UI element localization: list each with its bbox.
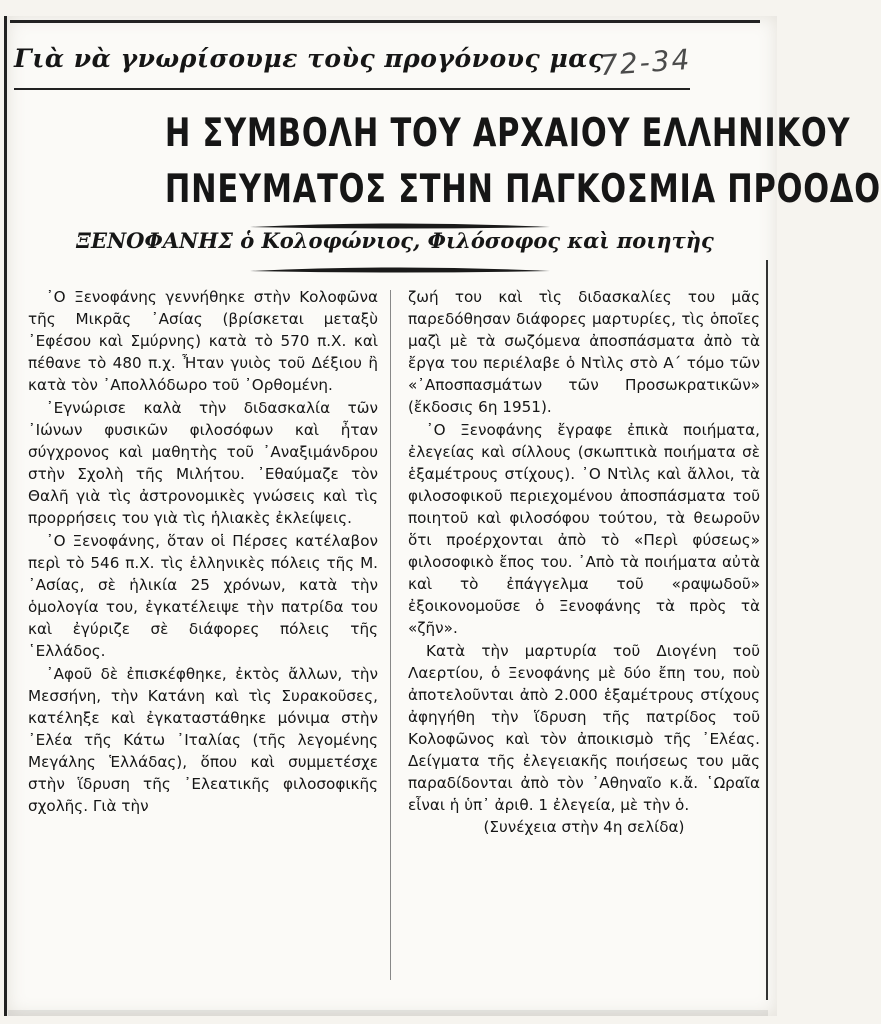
paragraph: ᾿Αφοῦ δὲ ἐπισκέφθηκε, ἐκτὸς ἄλλων, τὴν Μεσσήνη, τὴν Κατάνη καὶ τὶς Συρακοῦσες, κατέληξε καὶ ἐγκαταστάθηκε μόνιμα στὴν ᾿Ελέα τῆς Κάτω ᾿Ιταλίας (τῆς λεγομένης Μεγάλης Ἑλλάδας), ὅπου καὶ συμμετέσχε στὴν ἵδρυση τῆς ᾿Ελεατικῆς φιλοσοφικῆς σχολῆς. Γιὰ τὴν	[28, 665, 378, 815]
right-column	[408, 286, 760, 838]
paragraph: ᾿Ο Ξενοφάνης γεννήθηκε στὴν Κολοφῶνα τῆς Μικρᾶς ᾿Ασίας (βρίσκεται μεταξὺ ᾿Εφέσου καὶ Σμύρνης) κατὰ τὸ 570 π.Χ. καὶ πέθανε τὸ 480 π.χ. Ἦταν γυιὸς τοῦ Δέξιου ἢ κατὰ τὸν ᾿Απολλόδωρο τοῦ ᾿Ορθομένη.	[28, 288, 378, 394]
ornamental-rule-bottom	[250, 266, 550, 276]
continued-note: (Συνέχεια στὴν 4η σελίδα)	[483, 818, 685, 836]
paragraph: Κατὰ τὴν μαρτυρία τοῦ Διογένη τοῦ Λαερτίου, ὁ Ξενοφάνης μὲ δύο ἔπη του, ποὺ ἀποτελοῦνται ἀπὸ 2.000 ἑξαμέτρους στίχους ἀφηγήθη τὴν ἵδρυση τῆς πατρίδος τοῦ Κολοφῶνος καὶ τὸν ἀποικισμὸ τῆς ᾿Ελέας. Δείγματα τῆς ἐλεγειακῆς ποιήσεως του μᾶς παραδίδονται ἀπὸ τὸν ᾿Αθηναῖο κ.ἄ. ῾Ωραῖα εἶναι ἡ ὑπ᾿ ἀριθ. 1 ἐλεγεία, μὲ τὴν ὁ.	[408, 642, 760, 814]
paragraph: ᾿Ο Ξενοφάνης ἔγραφε ἐπικὰ ποιήματα, ἐλεγείας καὶ σίλλους (σκωπτικὰ ποιήματα σὲ ἑξαμέτρους στίχους). ᾿Ο Ντὶλς καὶ ἄλλοι, τὰ φιλοσοφικοῦ περιεχομένου ἀποσπάσματα τοῦ ποιητοῦ καὶ φιλοσόφου τούτου, τὰ θεωροῦν ὅτι προέρχονται ἀπὸ τὸ «Περὶ φύσεως» φιλοσοφικὸ ἔπος του. ᾿Απὸ τὰ ποιήματα αὐτὰ καὶ τὸ ἐπάγγελμα τοῦ «ραψωδοῦ» ἐξοικονομοῦσε ὁ Ξενοφάνης τὰ πρὸς τὰ «ζῆν».	[408, 421, 760, 637]
paragraph: ᾿Εγνώρισε καλὰ τὴν διδασκαλία τῶν ᾿Ιώνων φυσικῶν φιλοσόφων καὶ ἦταν σύγχρονος καὶ μαθητὴς τοῦ ᾿Αναξιμάνδρου στὴν Σχολὴ τῆς Μιλήτου. ᾿Εθαύμαζε τὸν Θαλῆ γιὰ τὶς ἀστρονομικὲς γνώσεις καὶ τὶς προρρήσεις του γιὰ τὶς ἡλιακὲς ἐκλείψεις.	[28, 399, 378, 527]
headline-line-2: ΠΝΕΥΜΑΤΟΣ ΣΤΗΝ ΠΑΓΚΟΣΜΙΑ ΠΡΟΟΔΟ	[164, 167, 881, 212]
handwritten-note: 72-34	[598, 42, 693, 83]
headline	[164, 106, 881, 218]
clipping-right-edge	[766, 260, 768, 1000]
kicker-rule	[14, 88, 690, 90]
bottom-shadow	[8, 1010, 768, 1016]
paragraph-continuation: ζωή του καὶ τὶς διδασκαλίες του μᾶς παρεδόθησαν διάφορες μαρτυρίες, τὶς ὁποῖες μαζὶ μὲ τὰ σωζόμενα ἀποσπάσματα ἀπὸ τὰ ἔργα του περιέλαβε ὁ Ντὶλς στὸ Α΄ τόμο τῶν «᾿Αποσπασμάτων τῶν Προσωκρατικῶν» (ἔκδοσις 6η 1951).	[408, 288, 760, 416]
subtitle: ΞΕΝΟΦΑΝΗΣ ὁ Κολοφώνιος, Φιλόσοφος καὶ ποιητὴς	[76, 228, 714, 253]
top-rule	[10, 20, 760, 23]
paragraph: ᾿Ο Ξενοφάνης, ὅταν οἱ Πέρσες κατέλαβον περὶ τὸ 546 π.Χ. τὶς ἑλληνικὲς πόλεις τῆς Μ. ᾿Ασίας, σὲ ἡλικία 25 χρόνων, κατὰ τὴν ὁμολογία του, ἐγκατέλειψε τὴν πατρίδα του καὶ ἐγύριζε σὲ διάφορες πόλεις τῆς ῾Ελλάδος.	[28, 532, 378, 660]
left-column	[28, 286, 378, 817]
series-kicker: Γιὰ νὰ γνωρίσουμε τοὺς προγόνους μας	[14, 44, 604, 73]
column-gutter	[390, 290, 391, 980]
headline-line-1: Η ΣΥΜΒΟΛΗ ΤΟΥ ΑΡΧΑΙΟΥ ΕΛΛΗΝΙΚΟΥ	[164, 111, 851, 156]
